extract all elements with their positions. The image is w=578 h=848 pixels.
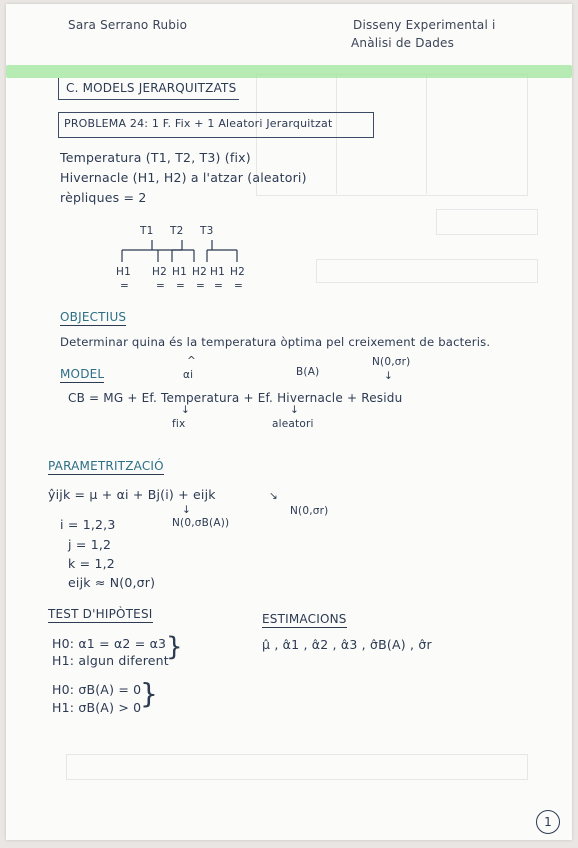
replicates: rèpliques = 2 bbox=[60, 190, 147, 205]
tree-node-t2: T2 bbox=[170, 225, 184, 237]
objectius-heading: OBJECTIUS bbox=[60, 310, 127, 324]
model-annotation-n: N(0,σr) bbox=[372, 356, 411, 368]
estim-heading: ESTIMACIONS bbox=[262, 612, 347, 626]
page-number: 1 bbox=[536, 810, 560, 834]
tree-mark: = bbox=[176, 280, 185, 292]
model-fix-label: fix bbox=[172, 418, 186, 430]
author-name: Sara Serrano Rubio bbox=[68, 18, 188, 32]
factor-temperature: Temperatura (T1, T2, T3) (fix) bbox=[60, 150, 251, 165]
problem-title: PROBLEMA 24: 1 F. Fix + 1 Aleatori Jerarquitzat bbox=[64, 117, 333, 130]
model-aleatori-label: aleatori bbox=[272, 418, 314, 430]
tree-leaf: H2 bbox=[192, 266, 207, 278]
brace-icon: } bbox=[140, 677, 159, 710]
model-annotation-alpha: αi bbox=[183, 369, 194, 381]
model-annotation-b: B(A) bbox=[296, 366, 320, 378]
tree-mark: = bbox=[156, 280, 165, 292]
param-heading: PARAMETRITZACIÓ bbox=[48, 459, 164, 473]
param-e: eijk ≈ N(0,σr) bbox=[68, 575, 156, 590]
arrow-icon: ↘ bbox=[269, 490, 278, 502]
test-h0-fixed: H0: α1 = α2 = α3 bbox=[52, 636, 167, 651]
param-equation: ŷijk = μ + αi + Bj(i) + eijk bbox=[48, 487, 216, 502]
tree-mark: = bbox=[196, 280, 205, 292]
tree-leaf: H1 bbox=[116, 266, 131, 278]
tree-leaf: H2 bbox=[230, 266, 245, 278]
section-title: C. MODELS JERARQUITZATS bbox=[66, 81, 237, 95]
course-title-line2: Anàlisi de Dades bbox=[351, 36, 455, 50]
tree-mark: = bbox=[120, 280, 129, 292]
objectius-text: Determinar quina és la temperatura òptima pel creixement de bacteris. bbox=[60, 335, 491, 349]
model-equation: CB = MG + Ef. Temperatura + Ef. Hivernacle + Residu bbox=[68, 391, 403, 405]
bleed-through-box bbox=[436, 209, 538, 235]
down-arrow-icon: ↓ bbox=[290, 404, 299, 416]
factor-hivernacle: Hivernacle (H1, H2) a l'atzar (aleatori) bbox=[60, 170, 307, 185]
down-arrow-icon: ↓ bbox=[181, 404, 190, 416]
course-title-line1: Disseny Experimental i bbox=[353, 18, 496, 32]
model-heading: MODEL bbox=[60, 367, 105, 381]
bleed-through-table-divider bbox=[426, 74, 428, 194]
param-k: k = 1,2 bbox=[68, 556, 115, 571]
down-arrow-icon: ↓ bbox=[384, 370, 393, 382]
bleed-through-box bbox=[316, 259, 538, 283]
tree-node-t3: T3 bbox=[200, 225, 214, 237]
model-hat-mark: ^ bbox=[187, 355, 196, 367]
tree-leaf: H1 bbox=[172, 266, 187, 278]
notebook-page bbox=[6, 4, 572, 840]
param-n-r: N(0,σr) bbox=[290, 505, 329, 517]
highlighter-stroke bbox=[6, 65, 572, 78]
estim-text: μ̂ , α̂1 , α̂2 , α̂3 , σ̂B(A) , σ̂r bbox=[262, 637, 432, 652]
param-n-b: N(0,σB(A)) bbox=[172, 517, 230, 529]
tree-leaf: H2 bbox=[152, 266, 167, 278]
bleed-through-box bbox=[66, 754, 528, 780]
test-heading: TEST D'HIPÒTESI bbox=[48, 607, 153, 621]
tree-mark: = bbox=[214, 280, 223, 292]
test-h1-random: H1: σB(A) > 0 bbox=[52, 700, 142, 715]
param-i: i = 1,2,3 bbox=[60, 517, 116, 532]
test-h0-random: H0: σB(A) = 0 bbox=[52, 682, 142, 697]
brace-icon: } bbox=[166, 632, 183, 662]
param-j: j = 1,2 bbox=[68, 537, 112, 552]
down-arrow-icon: ↓ bbox=[182, 504, 191, 516]
tree-leaf: H1 bbox=[210, 266, 225, 278]
test-h1-fixed: H1: algun diferent bbox=[52, 653, 169, 668]
tree-node-t1: T1 bbox=[140, 225, 154, 237]
tree-mark: = bbox=[234, 280, 243, 292]
